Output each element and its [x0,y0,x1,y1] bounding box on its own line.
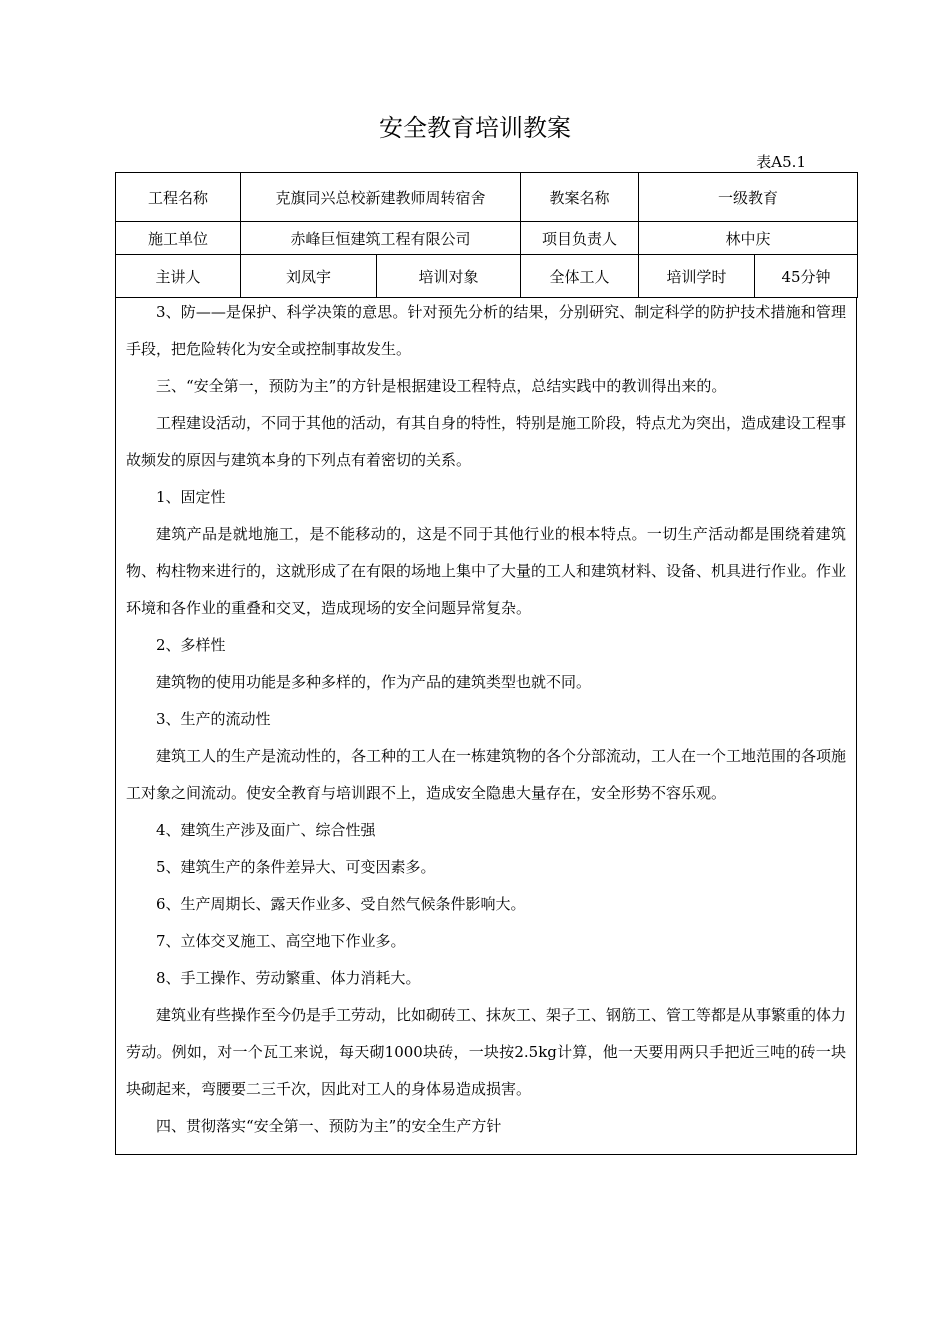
form-number: 表A5.1 [756,153,806,171]
manager-value: 林中庆 [639,222,858,255]
plan-name-value: 一级教育 [639,173,858,222]
hours-label: 培训学时 [639,255,755,298]
header-row-1 [116,173,858,222]
paragraph: 1、固定性 [156,488,226,506]
paragraph: 5、建筑生产的条件差异大、可变因素多。 [156,858,436,876]
lesson-content [115,298,857,1155]
plan-name-label: 教案名称 [521,173,639,222]
project-name-value: 克旗同兴总校新建教师周转宿舍 [241,173,521,222]
header-table [115,172,858,298]
contractor-label: 施工单位 [116,222,241,255]
paragraph: 三、“安全第一，预防为主”的方针是根据建设工程特点，总结实践中的教训得出来的。 [156,377,727,395]
hours-value: 45分钟 [755,255,858,298]
paragraph: 建筑产品是就地施工，是不能移动的，这是不同于其他行业的根本特点。一切生产活动都是围绕着建筑物、构柱物来进行的，这就形成了在有限的场地上集中了大量的工人和建筑材料、设备、机具进行作业。作业环境和各作业的重叠和交叉，造成现场的安全问题异常复杂。 [126,525,847,617]
manager-label: 项目负责人 [521,222,639,255]
audience-label: 培训对象 [377,255,521,298]
paragraph: 7、立体交叉施工、高空地下作业多。 [156,932,406,950]
paragraph: 建筑物的使用功能是多种多样的，作为产品的建筑类型也就不同。 [156,673,592,691]
paragraph: 工程建设活动，不同于其他的活动，有其自身的特性，特别是施工阶段，特点尤为突出，造成建设工程事故频发的原因与建筑本身的下列点有着密切的关系。 [126,414,847,469]
paragraph: 4、建筑生产涉及面广、综合性强 [156,821,376,839]
audience-value: 全体工人 [521,255,639,298]
lecturer-label: 主讲人 [116,255,241,298]
paragraph: 8、手工操作、劳动繁重、体力消耗大。 [156,969,421,987]
header-row-3 [116,255,858,298]
paragraph: 6、生产周期长、露天作业多、受自然气候条件影响大。 [156,895,526,913]
paragraph: 3、生产的流动性 [156,710,271,728]
header-row-2 [116,222,858,255]
paragraph: 3、防——是保护、科学决策的意思。针对预先分析的结果，分别研究、制定科学的防护技术措施和管理手段，把危险转化为安全或控制事故发生。 [126,303,846,358]
page-title: 安全教育培训教案 [379,114,571,142]
paragraph: 建筑业有些操作至今仍是手工劳动，比如砌砖工、抹灰工、架子工、钢筋工、管工等都是从事繁重的体力劳动。例如，对一个瓦工来说，每天砌1000块砖，一块按2.5kg计算，他一天要用两只手把近三吨的砖一块块砌起来，弯腰要二三千次，因此对工人的身体易造成损害。 [126,1006,847,1098]
lecturer-value: 刘凤宇 [241,255,377,298]
paragraph: 建筑工人的生产是流动性的，各工种的工人在一栋建筑物的各个分部流动，工人在一个工地范围的各项施工对象之间流动。使安全教育与培训跟不上，造成安全隐患大量存在，安全形势不容乐观。 [126,747,847,802]
paragraph: 2、多样性 [156,636,226,654]
project-name-label: 工程名称 [116,173,241,222]
paragraph: 四、贯彻落实“安全第一、预防为主”的安全生产方针 [156,1117,502,1135]
contractor-value: 赤峰巨恒建筑工程有限公司 [241,222,521,255]
